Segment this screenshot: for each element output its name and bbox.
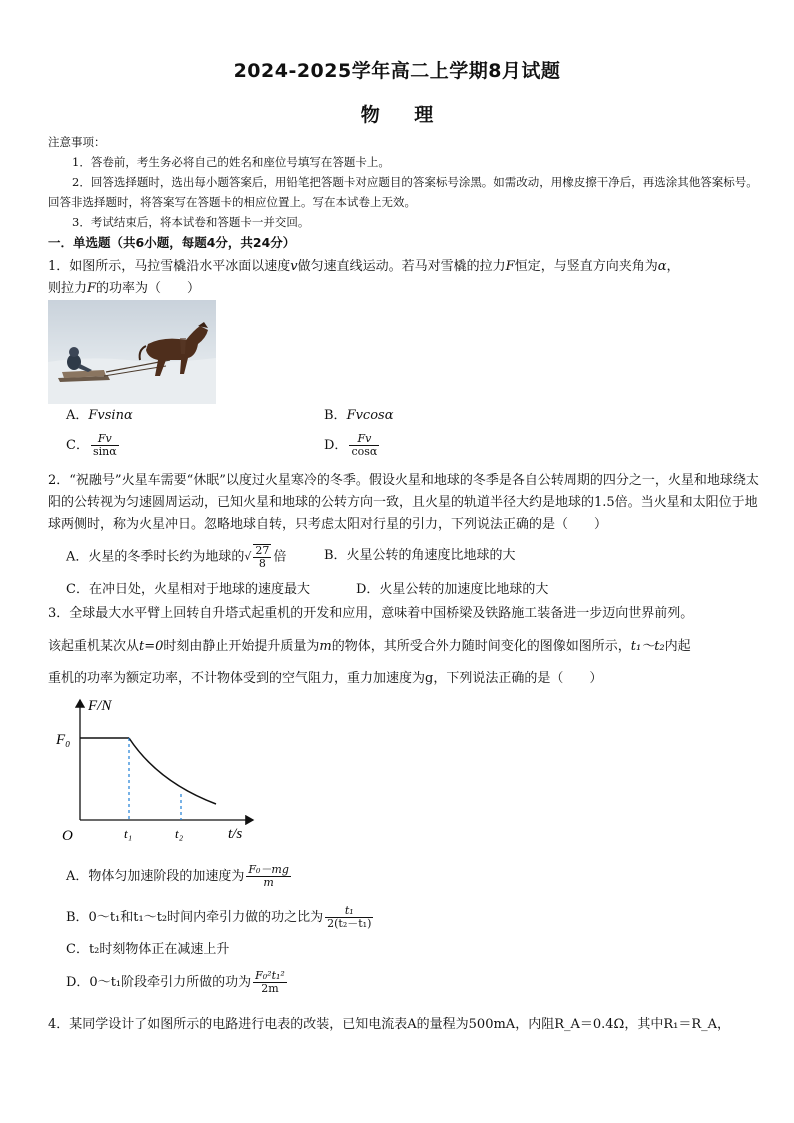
q1-var-alpha: α [657, 259, 667, 274]
q1-option-c-label: C． [66, 438, 89, 453]
question-3-line-2 [48, 636, 760, 658]
q1-text-b: 做匀速直线运动。若马对雪橇的拉力 [297, 259, 506, 274]
q3-option-a-text: A．物体匀加速阶段的加速度为 [66, 869, 245, 884]
q1-option-d-den: cosα [351, 445, 378, 458]
q3-text-d: 内起 [664, 639, 691, 654]
q1-option-c-den: sinα [92, 445, 117, 458]
q3-option-b [66, 905, 375, 930]
q2-option-d: D．火星公转的加速度比地球的大 [356, 582, 549, 597]
question-3-line-3: 重机的功率为额定功率，不计物体受到的空气阻力，重力加速度为g，下列说法正确的是（ ） [48, 671, 603, 686]
q1-option-c-num: Fv [91, 433, 119, 446]
q3-option-a-num: F₀－mg [248, 863, 289, 876]
q2-option-a-text: A．火星的冬季时长约为地球的 [66, 549, 245, 565]
q2-option-b: B．火星公转的角速度比地球的大 [324, 548, 516, 563]
q3-var-t1t2: t₁～t₂ [630, 639, 665, 654]
q1-option-d-num: Fv [349, 433, 379, 446]
q1-option-a-text: Fvsinα [88, 408, 133, 423]
q3-option-d-fraction [253, 970, 287, 995]
q3-option-d-den: 2m [261, 982, 279, 995]
notice-item-1: 1．答卷前，考生务必将自己的姓名和座位号填写在答题卡上。 [72, 155, 390, 169]
question-2-stem: 2．“祝融号”火星车需要“休眠”以度过火星寒冷的冬季。假设火星和地球的冬季是各自公转周期的四分之一，火星和地球绕太阳的公转视为匀速圆周运动，已知火星和地球的公转方向一致，且火星的轨道半径大约是地球的1.5倍。当火星和太阳位于地球两侧时，称为火星冲日。忽略地球自转，只考虑太阳对行星的引力，下列说法正确的是（ ） [48, 473, 759, 532]
q1-option-b [324, 406, 393, 426]
sqrt-symbol: √ [244, 550, 252, 563]
q1-text-a: 1．如图所示，马拉雪橇沿水平冰面以速度 [48, 259, 291, 274]
origin-label: O [62, 828, 73, 844]
q3-option-d [66, 970, 289, 995]
q2-option-c: C．在冲日处，火星相对于地球的速度最大 [66, 582, 310, 597]
question-3-line-1: 3．全球最大水平臂上回转自升塔式起重机的开发和应用，意味着中国桥梁及铁路施工装备进一步迈向世界前列。 [48, 606, 694, 621]
x-axis-label: t/s [228, 826, 243, 842]
q1-option-a [66, 406, 133, 426]
q3-option-a [66, 864, 293, 889]
q1-option-d-fraction [349, 433, 379, 458]
q3-option-b-num: t₁ [325, 905, 373, 918]
q1-option-b-text: Fvcosα [346, 408, 394, 423]
q3-option-d-num: F₀²t₁² [255, 969, 285, 982]
q1-text-c: 恒定，与竖直方向夹角为 [514, 259, 658, 274]
q3-var-m: m [319, 639, 332, 654]
subject-title: 物 理 [360, 104, 448, 126]
q1-option-b-label: B． [324, 408, 347, 423]
q1-text-e: 则拉力 [48, 281, 88, 296]
exam-title: 2024-2025学年高二上学期8月试题 [233, 60, 561, 82]
q1-text-d: ， [666, 259, 680, 274]
q1-option-d-label: D． [324, 438, 348, 453]
q1-option-d [324, 433, 381, 458]
q3-option-b-fraction [325, 905, 373, 930]
q3-var-t0: t=0 [139, 639, 164, 654]
q3-text-b: 时刻由静止开始提升质量为 [163, 639, 320, 654]
q2-option-a-den: 8 [258, 557, 266, 570]
q2-option-a [66, 544, 286, 570]
t2-label: t₂ [175, 826, 184, 841]
q3-option-a-fraction [246, 864, 291, 889]
y-axis-label: F/N [88, 698, 112, 714]
q1-option-a-label: A． [66, 408, 89, 423]
f0-label: F₀ [56, 732, 71, 748]
notice-item-2: 2．回答选择题时，选出每小题答案后，用铅笔把答题卡对应题目的答案标号涂黑。如需改动，用橡皮擦干净后，再选涂其他答案标号。回答非选择题时，将答案写在答题卡的相应位置上。写在本试卷上无效。 [48, 175, 758, 209]
q2-option-a-suffix: 倍 [273, 549, 287, 565]
question-4-stem: 4．某同学设计了如图所示的电路进行电表的改装，已知电流表A的量程为500mA，内阻R_A＝0.4Ω，其中R₁＝R_A， [48, 1017, 730, 1032]
decreasing-force-curve [129, 738, 216, 804]
q2-option-a-fraction [253, 544, 271, 570]
section-heading: 一．单选题（共6小题，每题4分，共24分） [48, 235, 296, 250]
q1-option-c-fraction [91, 433, 119, 458]
q2-option-a-num: 27 [255, 544, 270, 557]
q3-text-c: 的物体，其所受合外力随时间变化的图像如图所示， [331, 639, 631, 654]
q3-option-d-text: D．0～t₁阶段牵引力所做的功为 [66, 975, 252, 990]
q1-var-v: v [290, 259, 298, 274]
force-time-graph [48, 692, 263, 847]
t1-label: t₁ [124, 826, 133, 841]
q1-var-F-2: F [87, 281, 97, 296]
q1-option-c [66, 433, 121, 458]
q1-var-F: F [505, 259, 515, 274]
question-1-stem [48, 256, 760, 300]
q3-text-a: 该起重机某次从 [48, 639, 140, 654]
notice-item-3: 3．考试结束后，将本试卷和答题卡一并交回。 [72, 215, 310, 229]
q3-option-c: C．t₂时刻物体正在减速上升 [66, 942, 230, 957]
horse-sled-photo [48, 300, 216, 404]
q3-option-a-den: m [263, 876, 274, 889]
q3-option-b-text: B．0～t₁和t₁～t₂时间内牵引力做的功之比为 [66, 910, 324, 925]
notice-heading: 注意事项： [48, 135, 106, 149]
q1-text-f: 的功率为（ ） [96, 281, 201, 296]
q3-option-b-den: 2(t₂－t₁) [327, 917, 372, 930]
